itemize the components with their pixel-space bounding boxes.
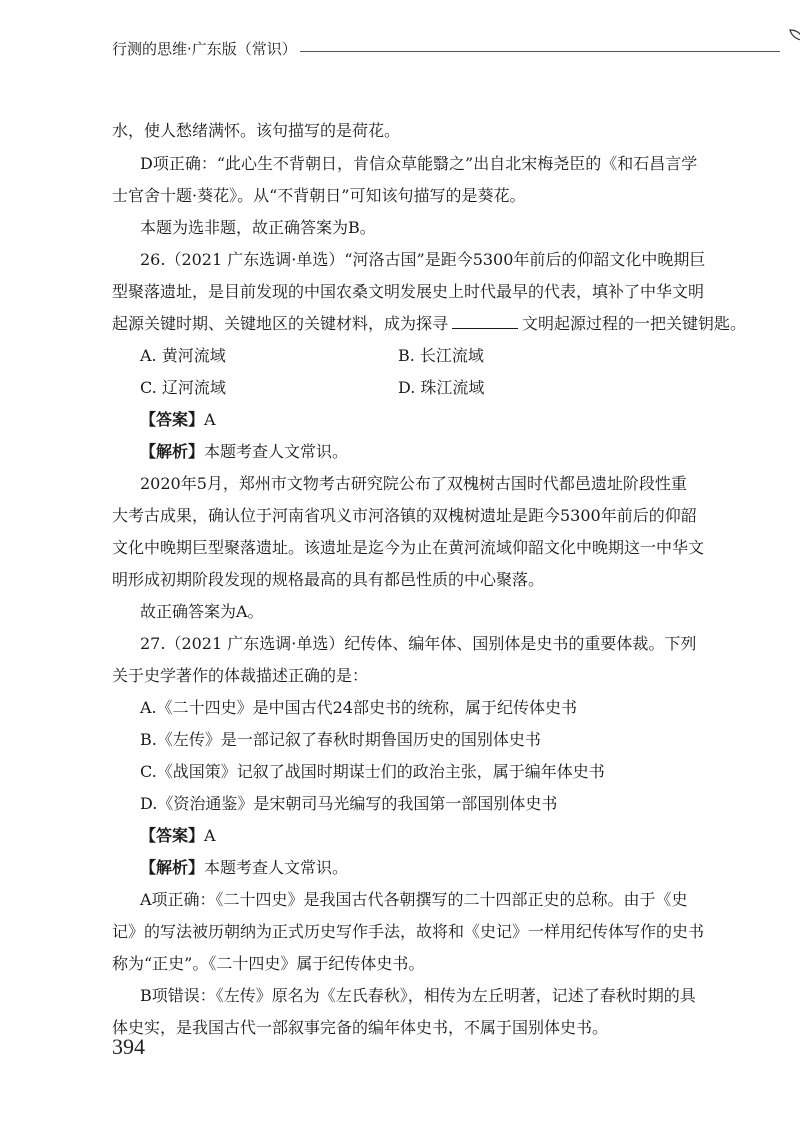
analysis-line — [140, 441, 348, 463]
explanation-line: 明形成初期阶段发现的规格最高的具有都邑性质的中心聚落。 — [112, 570, 545, 589]
running-header — [112, 38, 712, 64]
answer-line — [140, 409, 216, 431]
paragraph-line: 本题为选非题，故正确答案为B。 — [140, 218, 376, 237]
answer-value: A — [204, 826, 216, 845]
question-27-stem: 27.（2021 广东选调·单选）纪传体、编年体、国别体是史书的重要体裁。下列 — [140, 634, 697, 653]
header-rule — [300, 51, 780, 52]
explanation-line: 大考古成果，确认位于河南省巩义市河洛镇的双槐树遗址是距今5300年前后的仰韶 — [112, 506, 697, 525]
answer-line — [140, 825, 216, 847]
option-a: A. 黄河流域 — [140, 346, 226, 365]
paragraph-line: 水，使人愁绪满怀。该句描写的是荷花。 — [112, 121, 401, 140]
explanation-line: 文化中晚期巨型聚落遗址。该遗址是迄今为止在黄河流域仰韶文化中晚期这一中华文 — [112, 538, 705, 557]
analysis-value: 本题考查人文常识。 — [204, 858, 349, 877]
explanation-line: 体史实，是我国古代一部叙事完备的编年体史书，不属于国别体史书。 — [112, 1018, 609, 1037]
page-number: 394 — [112, 1034, 145, 1059]
analysis-label: 【解析】 — [140, 858, 205, 877]
conclusion-line: 故正确答案为A。 — [140, 602, 264, 621]
explanation-line: A项正确：《二十四史》是我国古代各朝撰写的二十四部正史的总称。由于《史 — [140, 890, 688, 909]
option-c: C.《战国策》记叙了战国时期谋士们的政治主张，属于编年体史书 — [140, 762, 605, 781]
explanation-line: 记》的写法被历朝纳为正式历史写作手法，故将和《史记》一样用纪传体写作的史书 — [112, 922, 705, 941]
option-d: D.《资治通鉴》是宋朝司马光编写的我国第一部国别体史书 — [140, 794, 558, 813]
question-27-stem: 关于史学著作的体裁描述正确的是： — [112, 666, 369, 685]
question-26-stem — [112, 313, 746, 335]
option-a: A.《二十四史》是中国古代24部史书的统称，属于纪传体史书 — [140, 698, 578, 717]
analysis-value: 本题考查人文常识。 — [204, 442, 349, 461]
option-d: D. 珠江流域 — [398, 378, 485, 397]
question-26-stem: 型聚落遗址，是目前发现的中国农桑文明发展史上时代最早的代表，填补了中华文明 — [112, 282, 705, 301]
fill-in-blank — [452, 314, 518, 329]
explanation-line: B项错误：《左传》原名为《左氏春秋》，相传为左丘明著，记述了春秋时期的具 — [140, 986, 696, 1005]
answer-label: 【答案】 — [140, 410, 205, 429]
paragraph-line: 士官舍十题·葵花》。从“不背朝日”可知该句描写的是葵花。 — [112, 186, 526, 205]
header-title: 行测的思维·广东版（常识） — [112, 40, 297, 58]
option-b: B.《左传》是一部记叙了春秋时期鲁国历史的国别体史书 — [140, 730, 541, 749]
explanation-line: 称为“正史”。《二十四史》属于纪传体史书。 — [112, 954, 425, 973]
analysis-line — [140, 857, 348, 879]
option-b: B. 长江流域 — [398, 346, 484, 365]
question-26-stem: 26.（2021 广东选调·单选）“河洛古国”是距今5300年前后的仰韶文化中晚期巨 — [140, 250, 706, 269]
explanation-line: 2020年5月，郑州市文物考古研究院公布了双槐树古国时代都邑遗址阶段性重 — [140, 474, 687, 493]
sprout-icon — [788, 26, 800, 60]
analysis-label: 【解析】 — [140, 442, 205, 461]
stem-text: 文明起源过程的一把关键钥匙。 — [522, 314, 747, 333]
answer-value: A — [204, 410, 216, 429]
answer-label: 【答案】 — [140, 826, 205, 845]
option-c: C. 辽河流域 — [140, 378, 226, 397]
stem-text: 起源关键时期、关键地区的关键材料，成为探寻 — [112, 314, 449, 333]
paragraph-line: D项正确：“此心生不背朝日，肯信众草能翳之”出自北宋梅尧臣的《和石昌言学 — [140, 154, 698, 173]
